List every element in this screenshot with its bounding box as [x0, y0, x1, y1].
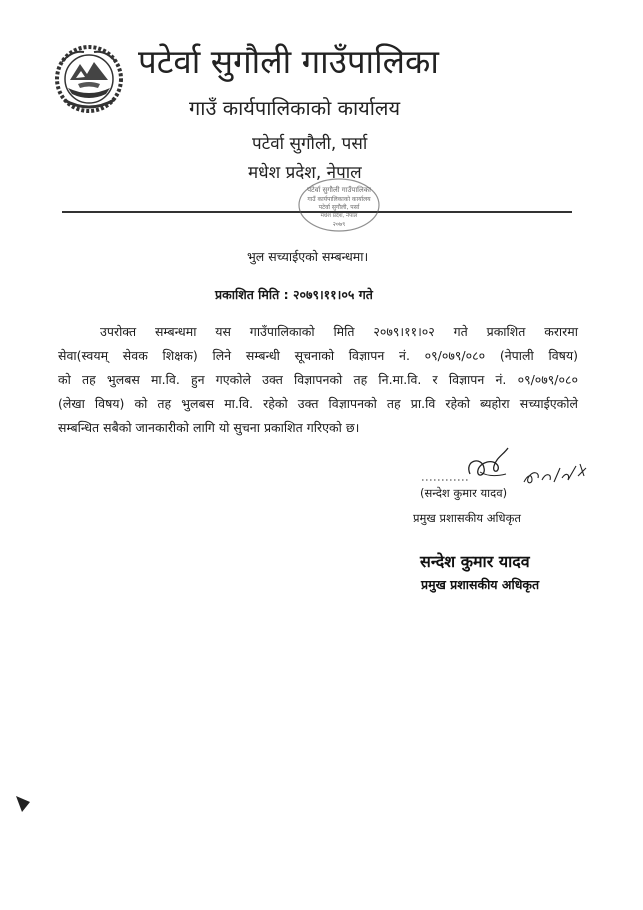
stamp-line-5: २०७९ [332, 221, 346, 228]
body-line: सेवा(स्वयम् सेवक शिक्षक) लिने सम्बन्धी सूचनाको विज्ञापन नं. ०९/०७९/०८० (नेपाली विषय) [58, 348, 578, 363]
stamp-line-3: पटेर्वा सुगौली, पर्सा [318, 204, 360, 211]
notice-subject: भुल सच्याईएको सम्बन्धमा। [247, 249, 369, 264]
body-line: को तह भुलबस मा.वि. हुन गएकोले उक्त विज्ञापनको तह नि.मा.वि. र विज्ञापन नं. ०९/०७९/०८० [58, 372, 578, 387]
signatory-name: (सन्देश कुमार यादव) [420, 486, 508, 500]
stamp-line-1: पटेर्वा सुगौली गाउँपालिका [307, 186, 371, 194]
name-stamp: सन्देश कुमार यादव [420, 552, 530, 571]
signatory-title: प्रमुख प्रशासकीय अधिकृत [413, 511, 521, 525]
body-line: उपरोक्त सम्बन्धमा यस गाउँपालिकाको मिति २०७९।११।०२ गते प्रकाशित करारमा [100, 324, 578, 339]
published-date: प्रकाशित मिति : २०७९।११।०५ गते [215, 287, 373, 302]
office-name: गाउँ कार्यपालिकाको कार्यालय [189, 96, 401, 120]
scan-edge-mark [14, 794, 32, 814]
handwritten-signature [420, 444, 590, 488]
body-line: (लेखा विषय) को तह भुलबस मा.वि. रहेको उक्त विज्ञापनको तह प्रा.वि रहेको ब्यहोरा सच्याईएकोले [58, 396, 578, 411]
municipality-title: पटेर्वा सुगौली गाउँपालिका [138, 42, 439, 81]
nepal-emblem-logo [54, 44, 124, 114]
notice-body [58, 320, 578, 440]
title-stamp: प्रमुख प्रशासकीय अधिकृत [421, 577, 540, 592]
official-stamp [296, 176, 382, 234]
province-country: मधेश प्रदेश, नेपाल [248, 163, 362, 183]
stamp-line-4: मधेश प्रदेश, नेपाल [320, 213, 358, 219]
stamp-line-2: गाउँ कार्यपालिकाको कार्यालय [307, 196, 371, 203]
office-address: पटेर्वा सुगौली, पर्सा [252, 134, 368, 154]
body-line: सम्बन्धित सबैको जानकारीको लागि यो सुचना प्रकाशित गरिएको छ। [58, 420, 360, 435]
